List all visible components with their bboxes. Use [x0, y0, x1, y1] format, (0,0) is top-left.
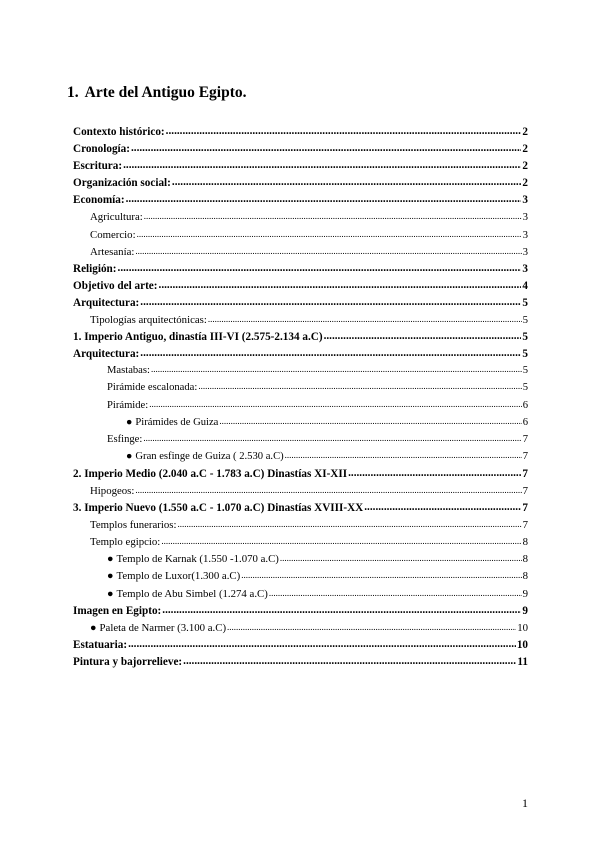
toc-entry-page: 11 — [517, 655, 528, 668]
toc-entry-page: 4 — [522, 279, 528, 292]
toc-entry-page: 2 — [522, 143, 528, 156]
toc-entry-label: Cronología: — [73, 143, 130, 156]
toc-entry[interactable] — [73, 502, 528, 519]
toc-entry-label: Templo de Karnak (1.550 -1.070 a.C) — [116, 553, 279, 566]
toc-entry-label: Hipogeos: — [90, 484, 135, 497]
toc-entry-label: Templo egipcio: — [90, 536, 161, 549]
toc-entry-page: 9 — [522, 604, 528, 617]
toc-entry-label: Arquitectura: — [73, 348, 140, 361]
toc-leader-dots — [178, 519, 522, 529]
toc-entry-page: 5 — [522, 314, 528, 327]
toc-entry-page: 3 — [522, 194, 528, 207]
toc-entry-page: 10 — [517, 621, 528, 634]
toc-leader-dots — [280, 553, 522, 563]
toc-entry-label: Pintura y bajorrelieve: — [73, 655, 183, 668]
toc-entry-page: 8 — [522, 570, 528, 583]
toc-entry[interactable] — [73, 434, 528, 451]
toc-entry[interactable] — [73, 417, 528, 434]
toc-entry[interactable] — [73, 656, 528, 673]
toc-entry-label: Contexto histórico: — [73, 126, 165, 138]
toc-entry-page: 5 — [522, 382, 528, 394]
bullet-icon: ● — [126, 450, 133, 462]
bullet-icon: ● — [126, 416, 133, 428]
toc-leader-dots — [269, 588, 522, 598]
toc-entry-label: Objetivo del arte: — [73, 279, 158, 292]
toc-entry-label: Religión: — [73, 262, 117, 275]
toc-entry-label: Agricultura: — [90, 211, 143, 224]
toc-entry-page: 3 — [522, 245, 528, 258]
toc-leader-dots — [183, 655, 516, 667]
toc-entry-label: Templos funerarios: — [90, 519, 177, 532]
toc-entry[interactable] — [73, 348, 528, 365]
toc-leader-dots — [128, 638, 516, 650]
toc-leader-dots — [135, 246, 521, 256]
toc-entry[interactable] — [73, 451, 528, 468]
toc-leader-dots — [151, 364, 522, 374]
toc-entry[interactable] — [73, 468, 528, 485]
toc-entry[interactable] — [73, 365, 528, 382]
toc-entry-label: Arquitectura: — [73, 296, 140, 309]
toc-entry-label: Gran esfinge de Guiza ( 2.530 a.C) — [135, 450, 284, 462]
toc-entry-label: Comercio: — [90, 228, 136, 241]
toc-entry[interactable] — [73, 263, 528, 280]
toc-entry-page: 2 — [522, 177, 528, 190]
toc-leader-dots — [285, 450, 522, 460]
toc-entry-label: Pirámide escalonada: — [107, 382, 198, 394]
toc-entry-page: 3 — [522, 228, 528, 241]
toc-entry-page: 6 — [522, 399, 528, 411]
toc-entry[interactable] — [73, 160, 528, 177]
heading-text: Arte del Antiguo Egipto. — [84, 84, 247, 101]
page-number: 1 — [522, 796, 528, 810]
toc-entry[interactable] — [73, 605, 528, 622]
toc-entry[interactable] — [73, 126, 528, 143]
toc-leader-dots — [131, 142, 521, 154]
toc-entry-page: 8 — [522, 553, 528, 566]
toc-entry[interactable] — [73, 485, 528, 502]
toc-leader-dots — [135, 485, 521, 495]
toc-leader-dots — [126, 193, 522, 205]
toc-entry[interactable] — [73, 622, 528, 639]
toc-entry[interactable] — [73, 536, 528, 553]
toc-entry-label: 3. Imperio Nuevo (1.550 a.C - 1.070 a.C) Dinastías XVIII-XX — [73, 502, 364, 515]
toc-entry[interactable] — [73, 246, 528, 263]
toc-entry-page: 7 — [522, 502, 528, 515]
toc-entry[interactable] — [73, 570, 528, 587]
toc-entry-page: 3 — [522, 262, 528, 275]
toc-entry-page: 2 — [522, 160, 528, 173]
toc-entry-label: Paleta de Narmer (3.100 a.C) — [99, 621, 227, 634]
toc-entry-label: Economía: — [73, 194, 125, 207]
toc-leader-dots — [137, 229, 522, 239]
toc-entry-label: Templo de Abu Simbel (1.274 a.C) — [116, 587, 268, 600]
toc-entry-page: 5 — [522, 365, 528, 377]
toc-entry-page: 7 — [522, 519, 528, 532]
toc-entry-page: 3 — [522, 211, 528, 224]
bullet-icon: ● — [107, 587, 114, 600]
toc-entry[interactable] — [73, 553, 528, 570]
toc-leader-dots — [241, 570, 521, 580]
toc-leader-dots — [159, 279, 522, 291]
toc-leader-dots — [162, 604, 521, 616]
bullet-icon: ● — [107, 570, 114, 583]
toc-leader-dots — [166, 125, 522, 137]
heading-number: 1. — [67, 84, 79, 101]
toc-entry[interactable] — [73, 229, 528, 246]
toc-leader-dots — [348, 467, 521, 479]
toc-entry[interactable] — [73, 519, 528, 536]
bullet-icon: ● — [107, 553, 114, 566]
toc-entry[interactable] — [73, 211, 528, 228]
toc-entry-page: 5 — [522, 348, 528, 361]
toc-entry-label: Estatuaria: — [73, 638, 128, 651]
toc-entry-label: 1. Imperio Antiguo, dinastía III-VI (2.575-2.134 a.C) — [73, 331, 323, 344]
toc-entry[interactable] — [73, 143, 528, 160]
toc-entry-label: Esfinge: — [107, 433, 143, 445]
toc-entry[interactable] — [73, 314, 528, 331]
toc-entry-page: 8 — [522, 536, 528, 549]
toc-entry-page: 9 — [522, 587, 528, 600]
toc-leader-dots — [172, 176, 522, 188]
toc-entry-page: 7 — [522, 450, 528, 462]
toc-leader-dots — [123, 159, 521, 171]
toc-leader-dots — [208, 314, 522, 324]
toc-entry[interactable] — [73, 588, 528, 605]
toc-entry-page: 7 — [522, 467, 528, 480]
toc-entry-page: 5 — [522, 296, 528, 309]
toc-entry-label: Templo de Luxor(1.300 a.C) — [116, 570, 241, 583]
toc-entry-page: 6 — [522, 416, 528, 428]
toc-leader-dots — [161, 536, 521, 546]
toc-entry[interactable] — [73, 382, 528, 399]
toc-leader-dots — [149, 399, 522, 409]
document-heading — [67, 84, 247, 102]
toc-leader-dots — [140, 296, 521, 308]
toc-entry[interactable] — [73, 400, 528, 417]
toc-entry-label: Artesanía: — [90, 245, 135, 258]
toc-entry-label: Tipologías arquitectónicas: — [90, 314, 207, 327]
toc-entry-label: Imagen en Egipto: — [73, 604, 162, 617]
toc-entry[interactable] — [73, 280, 528, 297]
toc-leader-dots — [364, 501, 521, 513]
toc-entry-label: Mastabas: — [107, 365, 150, 377]
toc-entry[interactable] — [73, 331, 528, 348]
toc-leader-dots — [143, 433, 521, 443]
bullet-icon: ● — [90, 621, 97, 634]
toc-leader-dots — [118, 262, 522, 274]
toc-entry-page: 2 — [522, 126, 528, 138]
toc-leader-dots — [144, 211, 522, 221]
toc-entry-label: Escritura: — [73, 160, 123, 173]
toc-entry-page: 5 — [522, 331, 528, 344]
toc-entry-label: Organización social: — [73, 177, 171, 190]
toc-leader-dots — [198, 381, 521, 391]
toc-leader-dots — [219, 416, 521, 426]
toc-entry-label: Pirámides de Guiza — [135, 416, 219, 428]
table-of-contents — [73, 126, 528, 673]
toc-entry[interactable] — [73, 194, 528, 211]
toc-entry[interactable] — [73, 177, 528, 194]
toc-entry-page: 7 — [522, 484, 528, 497]
toc-leader-dots — [227, 622, 516, 632]
toc-entry[interactable] — [73, 297, 528, 314]
toc-leader-dots — [324, 330, 522, 342]
toc-entry-label: Pirámide: — [107, 399, 149, 411]
toc-entry[interactable] — [73, 639, 528, 656]
toc-entry-page: 10 — [516, 638, 528, 651]
toc-leader-dots — [140, 347, 521, 359]
toc-entry-page: 7 — [522, 433, 528, 445]
toc-entry-label: 2. Imperio Medio (2.040 a.C - 1.783 a.C) Dinastías XI-XII — [73, 467, 348, 480]
